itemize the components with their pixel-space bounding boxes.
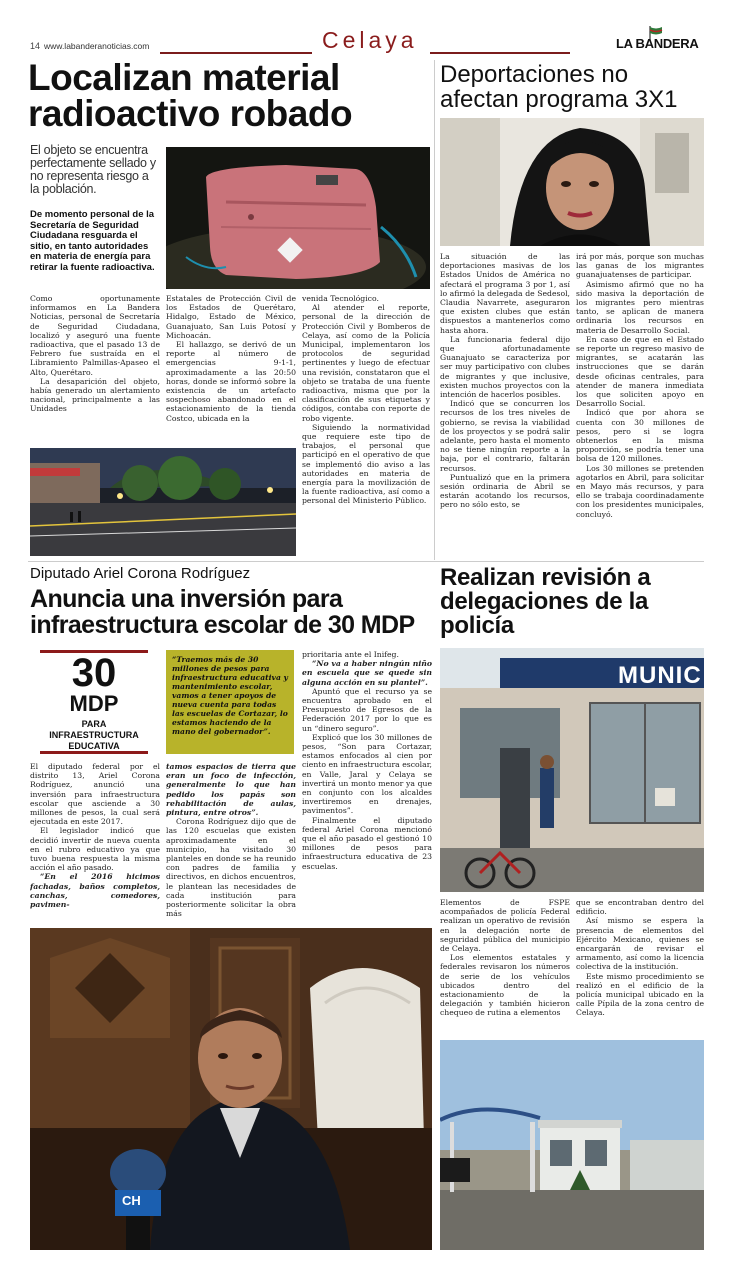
story3-col1-p3: “En el 2016 hicimos fachadas, baños completos, canchas, comedores, pavimen- <box>30 872 160 910</box>
story2-col1-p2: La funcionaria federal dijo que afortunadamente Guanajuato se caracteriza por ser muy participativo con clubes de migrantes y que inclusive, existen muchos proyectos con la intención de hacerlos posibles. <box>440 334 570 400</box>
story1-photo-case <box>166 147 430 289</box>
story3-col3-p5: Finalmente el diputado federal Ariel Corona mencionó que el año pasado el gestionó 10 millones de pesos para infraestructura educativa de 23 escuelas. <box>302 815 432 871</box>
story1-col1-p1: Como oportunamente informamos en La Bandera Noticias, personal de Secretaría de Seguridad Ciudadana, localizó y aseguró una fuente radioactiva, que el pasado 13 de Febrero fue sustraída en el Libramiento Palmillas-Apaseo el Alto, Querétaro. <box>30 294 160 377</box>
story2-headline-line2: afectan programa 3X1 <box>440 86 678 113</box>
story3-col1 <box>30 762 160 922</box>
story3-col3-p1: prioritaria ante el Inifeg. <box>302 650 399 659</box>
column-divider <box>434 60 435 560</box>
story4-photo-building <box>440 648 704 892</box>
story1-col3-p3: Siguiendo la normatividad que requiere este tipo de trabajos, el personal que participó en el operativo de que se implementó dio aviso a las autoridades en materia de energía para la movilización de la fuente radioactiva, así como a personal del Ministerio Público. <box>302 422 430 506</box>
story3-col1-p2: El legislador indicó que decidió invertir de nueva cuenta en el rubro educativo ya que tuvo buena respuesta la misma acción el año pasado. <box>30 826 160 873</box>
mic-flag-label: CH <box>122 1193 141 1208</box>
story3-col2 <box>166 762 296 922</box>
story4-col1-p1: Elementos de FSPE acompañados de policía Federal realizan un operativo de revisión en la delegación norte de seguridad pública del municipio de Celaya. <box>440 898 570 954</box>
story1-lead: El objeto se encuentra perfectamente sellado y no representa riesgo a la población. <box>30 143 156 196</box>
story1-col2 <box>166 294 296 444</box>
story1-col2-p2: El hallazgo, se derivó de un reporte al número de emergencias 9-1-1, aproximadamente a las 20:50 horas, donde se informó sobre la existencia de un artefacto sospechoso abandonado en el estacionamiento de la tienda Costco, ubicada en la <box>166 340 296 423</box>
story3-col3-p4: Explicó que los 30 millones de pesos, “Son para Cortazar, estamos enfocados al cien por ciento en infraestructura escolar, en Valle, Jaral y Celaya se invertirá un monto menor ya que en conjunto con los alcaldes invertiremos en drenajes, pavimentos”. <box>302 732 432 816</box>
story3-headline: Anuncia una inversión para infraestructura escolar de 30 MDP <box>30 585 415 639</box>
story1-sublead: De momento personal de la Secretaría de Seguridad Ciudadana resguarda el sitio, en tanto autoridades en materia de energía para retirar la fuente radioactiva. <box>30 209 155 273</box>
story3-photo-deputy <box>30 928 432 1250</box>
story3-col2-p1: tamos espacios de tierra que eran un foco de infección, generalmente lo que han pedido los papás son rehabilitación de aulas, pintura, entre otros”. <box>166 762 296 818</box>
story2-headline-line1: Deportaciones no <box>440 61 629 88</box>
quote-box <box>166 650 294 754</box>
story4-headline-line3: policía <box>440 612 514 639</box>
story4-col2-p2: Así mismo se espera la presencia de elementos del Ejército Mexicano, quienes se encargarán de revisar el armamento, así como la licencia colectiva de la institución. <box>576 916 704 972</box>
story4-col2 <box>576 898 704 1036</box>
story2-col1-p1: La situación de las deportaciones masivas de los Estados Unidos de América no afectará el programa 3 por 1, así lo afirmó la delegada de Sedesol, Claudia Navarrete, aseguraron que existen clubes que están dispuestos a mantenerlos como hasta ahora. <box>440 252 570 335</box>
mdp-box <box>40 650 148 754</box>
story3-col3 <box>302 650 432 922</box>
mdp-unit: MDP <box>69 691 119 716</box>
logo-text: LA BANDERA <box>616 36 699 51</box>
story2-col1 <box>440 252 570 558</box>
mdp-caption: PARA INFRAESTRUCTURA EDUCATIVA <box>49 719 139 751</box>
story4-col2-p1: que se encontraban dentro del edificio. <box>576 898 704 917</box>
story1-photo-night <box>30 448 296 556</box>
story1-col3 <box>302 294 430 558</box>
story2-col1-p3: Indicó que se concurren los recursos de los tres niveles de gobierno, se revisa la viabilidad de los proyectos y se podrá salir adelante, pero hasta el momento no se tiene ningún reporte a la baja, por el contrario, faltarán recursos. <box>440 399 570 473</box>
page-number: 14 <box>30 41 41 51</box>
story2-photo-portrait <box>440 118 704 246</box>
header-rule-right <box>430 52 570 54</box>
story1-headline-line2: radioactivo robado <box>28 93 353 134</box>
story4-col2-p3: Este mismo procedimiento se realizó en el edificio de la policía municipal ubicado en la calle Pípila de la zona centro de Celaya. <box>576 971 704 1018</box>
story4-col1-p2: Los elementos estatales y federales revisaron los números de serie de los vehículos ubicados dentro del estacionamiento de la delegación y también hicieron chequeo de rutina a elementos <box>440 953 570 1018</box>
story1-col2-p1: Estatales de Protección Civil de los Estados de Querétaro, Hidalgo, Estado de México, Guanajuato, San Luis Potosí y Michoacán. <box>166 294 296 340</box>
story3-col3-p2: “No va a haber ningún niño en escuela que se quede sin alguna acción en su plantel”. <box>302 659 432 687</box>
story2-col2-p1: irá por más, porque son muchas las ganas de los migrantes guanajuatenses de participar. <box>576 252 704 280</box>
story4-headline-line2: delegaciones de la <box>440 588 649 615</box>
quote-text: “Traemos más de 30 millones de pesos para infraestructura educativa y mantenimiento escolar, vamos a tener apoyos de nueva cuenta para todas las escuelas de Cortazar, lo estamos haciendo de la mano del gobernador”. <box>172 655 288 736</box>
story2-col1-p4: Puntualizó que en la primera sesión ordinaria de Abril se estarán acotando los recursos, pero no sólo esto, se <box>440 472 570 510</box>
story4-headline <box>440 566 710 638</box>
header-rule-left <box>160 52 312 54</box>
story1-headline-line1: Localizan material <box>28 57 340 98</box>
website-link[interactable]: www.labanderanoticias.com <box>44 41 150 51</box>
story4-photo-guardhouse <box>440 1040 704 1250</box>
story1-col3-p1: venida Tecnológico. <box>302 294 379 303</box>
story2-col2 <box>576 252 704 558</box>
story3-kicker: Diputado Ariel Corona Rodríguez <box>30 565 251 582</box>
story3-col2-p2: Corona Rodríguez dijo que de las 120 escuelas que existen aproximadamente en el municipio, ha visitado 30 planteles en donde se ha reunido con padres de familia y directivos, en dichos encuentros, le plantean las necesidades de cada institución para posteriormente solicitar la obra más <box>166 817 296 919</box>
building-sign: MUNIC <box>618 662 702 689</box>
horizontal-divider <box>28 561 704 562</box>
story1-col3-p2: Al atender el reporte, personal de la dirección de Protección Civil y Bomberos de Celaya, así como de la Policía Municipal, implementaron los protocolos de seguridad pertinentes y luego de efectuar una revisión, constataron que el objeto se trataba de una fuente radioactiva, misma que por la clasificación de sus etiquetas y códigos, contaba con reporte de robo vigente. <box>302 303 430 423</box>
story3-col3-p3: Apuntó que el recurso ya se encuentra aprobado en el Presupuesto de Egresos de la Federación 2017 por lo que es un “dinero seguro”. <box>302 686 432 733</box>
story2-col2-p3: En caso de que en el Estado se reporte un regreso masivo de migrantes, se acatarán las instrucciones que se darán desde oficinas centrales, para atender de manera inmediata los que soliciten apoyo en Desarrollo Social. <box>576 334 704 409</box>
story1-headline <box>28 57 428 134</box>
story1-col1 <box>30 294 160 444</box>
story2-headline <box>440 62 710 112</box>
story4-col1 <box>440 898 570 1036</box>
story2-col2-p2: Asimismo afirmó que no ha sido masiva la deportación de los migrantes pero mientras tanto, se aplican de manera ordinaria los recursos en materia de Desarrollo Social. <box>576 279 704 335</box>
section-title: Celaya <box>322 27 418 53</box>
story1-col1-p2: La desaparición del objeto, había generado un alertamiento nacional, principalmente a las Unidades <box>30 376 160 414</box>
story3-col1-p1: El diputado federal por el distrito 13, Ariel Corona Rodríguez, anunció una inversión para infraestructura escolar que asciende a 30 millones de pesos, la cual será ejecutada en este 2017. <box>30 762 160 827</box>
story4-headline-line1: Realizan revisión a <box>440 564 651 591</box>
logo[interactable] <box>616 32 706 52</box>
mdp-number: 30 <box>71 651 117 695</box>
story2-col2-p5: Los 30 millones se pretenden agotarlos en Abril, para solicitar en Mayo más recursos, y para ello se trabaja coordinadamente con los presidentes municipales, concluyó. <box>576 463 704 519</box>
story2-col2-p4: Indicó que por ahora se cuenta con 30 millones de pesos, pero si se logra obtenerlos en la misma proporción, se podría tener una bolsa de 120 millones. <box>576 408 704 464</box>
